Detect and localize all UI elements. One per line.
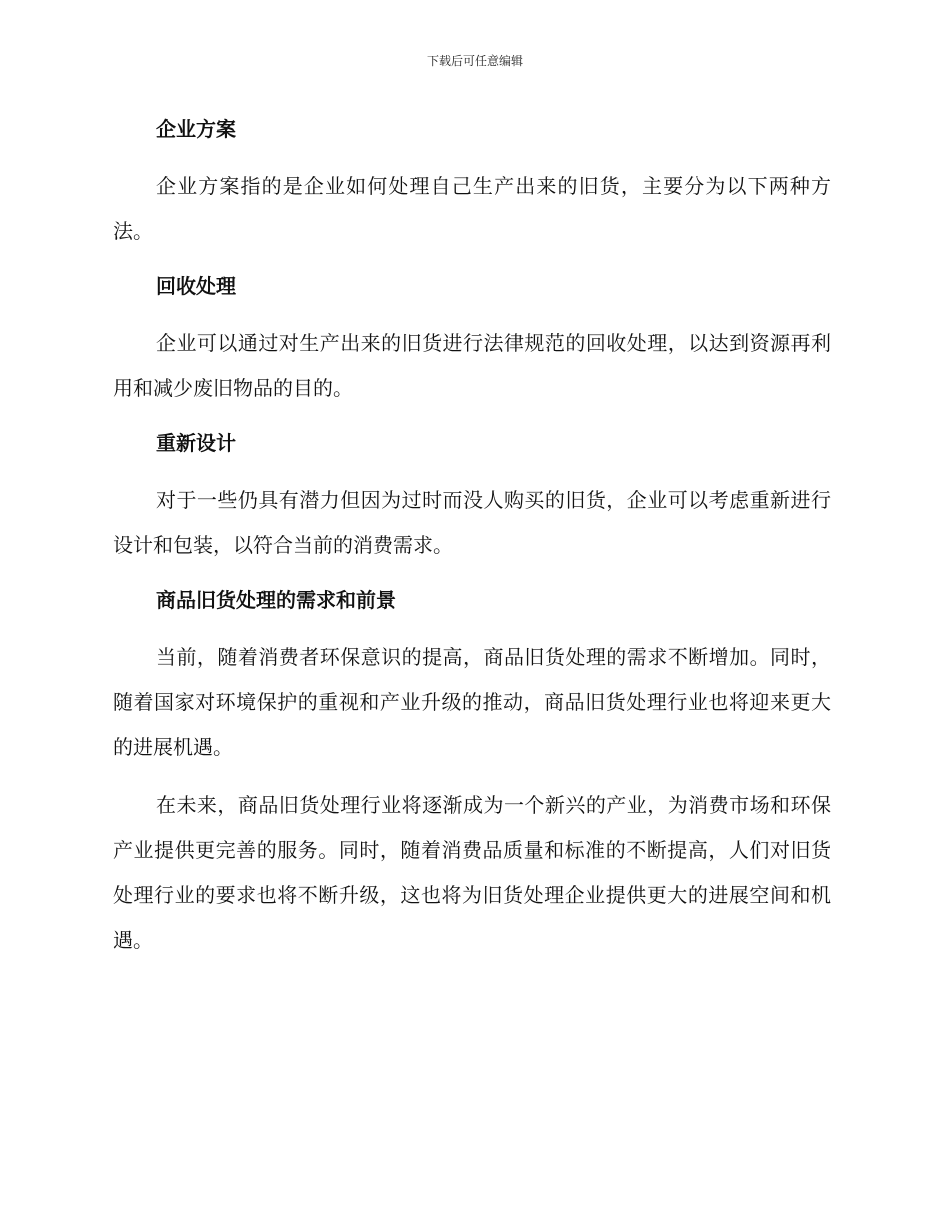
page-header: 下载后可任意编辑 bbox=[426, 54, 523, 68]
section-heading-recycling: 回收处理 bbox=[156, 274, 236, 298]
section-paragraph-recycling: 企业可以通过对生产出来的旧货进行法律规范的回收处理，以达到资源再利用和减少废旧物品的目的。 bbox=[113, 331, 831, 400]
section-paragraph-demand-future: 在未来，商品旧货处理行业将逐渐成为一个新兴的产业，为消费市场和环保产业提供更完善的服务。同时，随着消费品质量和标准的不断提高，人们对旧货处理行业的要求也将不断升级，这也将为旧货处理企业提供更大的进展空间和机遇。 bbox=[113, 793, 831, 952]
section-heading-redesign: 重新设计 bbox=[156, 431, 236, 455]
section-paragraph-redesign: 对于一些仍具有潜力但因为过时而没人购买的旧货，企业可以考虑重新进行设计和包装，以符合当前的消费需求。 bbox=[113, 488, 831, 557]
section-heading-demand-and-prospects: 商品旧货处理的需求和前景 bbox=[156, 588, 396, 612]
document-body bbox=[113, 107, 831, 963]
section-heading-enterprise-plan: 企业方案 bbox=[156, 117, 236, 141]
section-paragraph-demand-current: 当前，随着消费者环保意识的提高，商品旧货处理的需求不断增加。同时，随着国家对环境保护的重视和产业升级的推动，商品旧货处理行业也将迎来更大的进展机遇。 bbox=[113, 645, 831, 759]
section-paragraph-enterprise-plan: 企业方案指的是企业如何处理自己生产出来的旧货，主要分为以下两种方法。 bbox=[113, 174, 831, 243]
